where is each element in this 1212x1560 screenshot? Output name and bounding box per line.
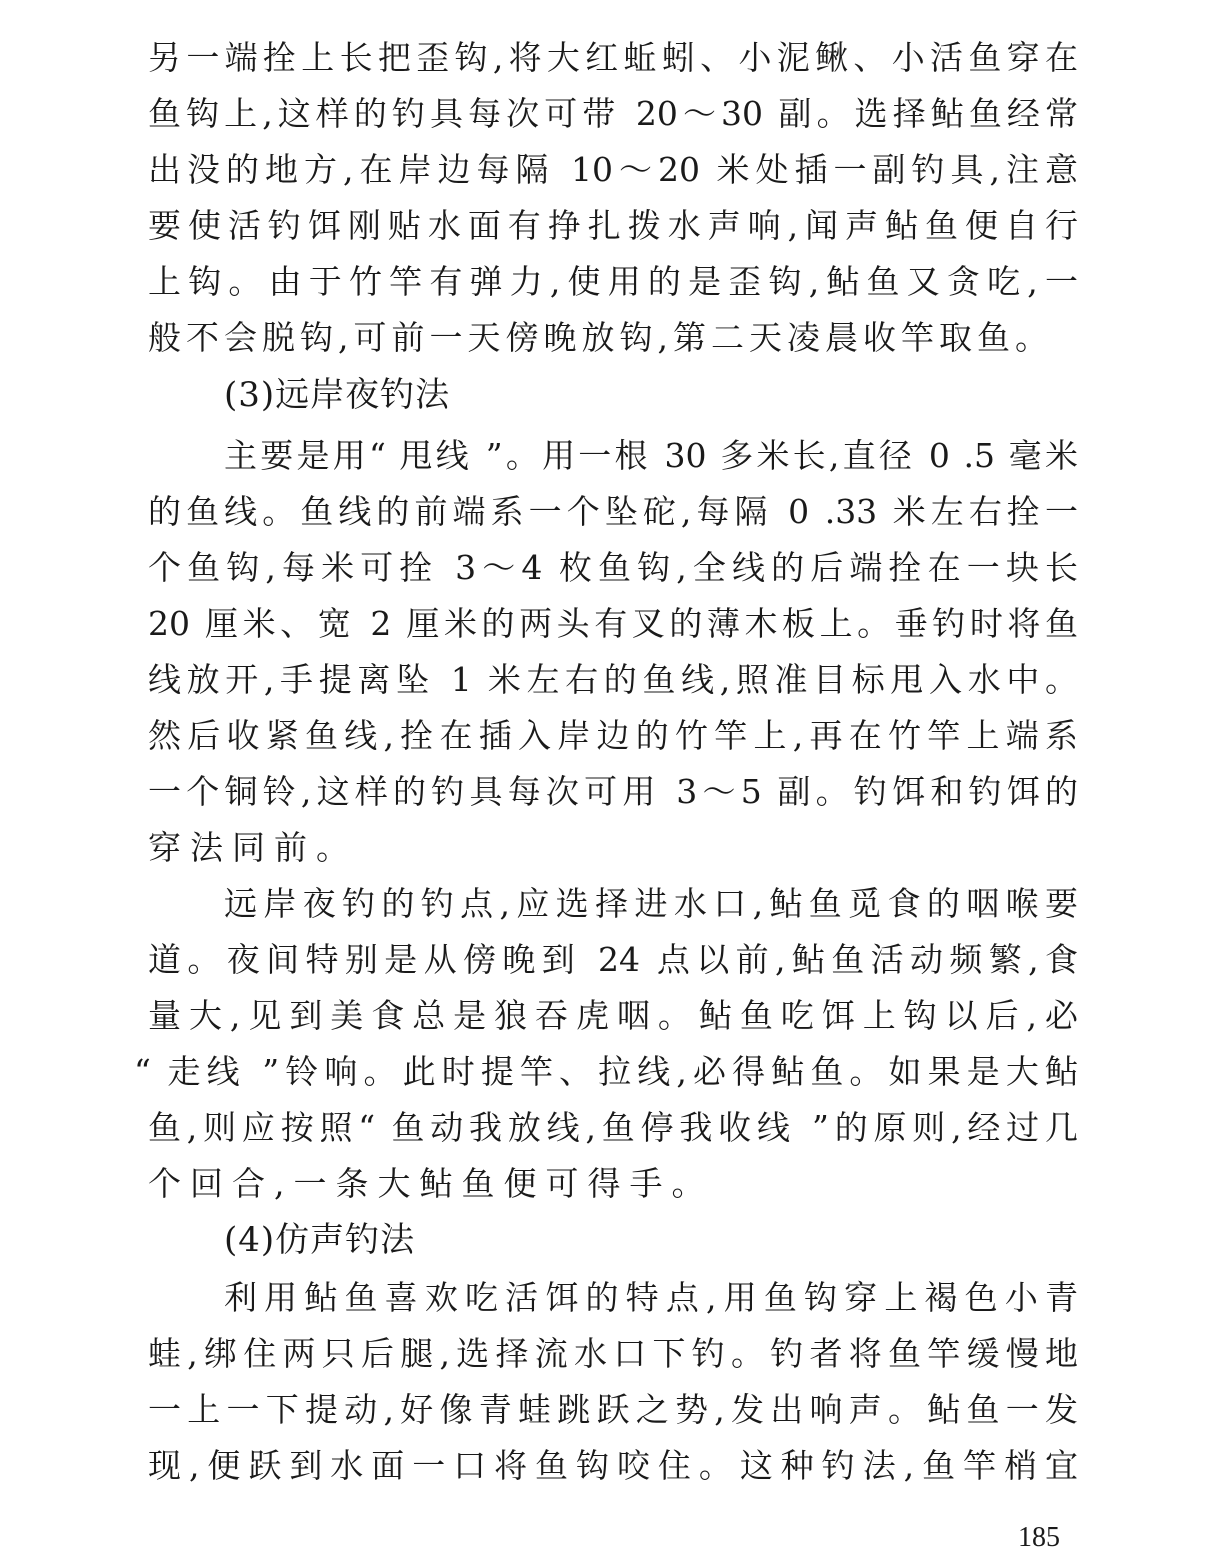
text-line: 般不会脱钩,可前一天傍晚放钩,第二天凌晨收竿取鱼。 [148, 318, 1053, 357]
text-line: 远岸夜钓的钓点,应选择进水口,鲇鱼觅食的咽喉要 [224, 884, 1078, 923]
text-line: “ 走线 ”铃响。此时提竿、拉线,必得鲇鱼。如果是大鲇 [134, 1052, 1078, 1091]
section-heading: (3)远岸夜钓法 [224, 375, 451, 415]
text-line: 利用鲇鱼喜欢吃活饵的特点,用鱼钩穿上褐色小青 [224, 1278, 1078, 1317]
section-heading: (4)仿声钓法 [224, 1220, 416, 1260]
text-line: 个回合,一条大鲇鱼便可得手。 [148, 1164, 714, 1203]
text-line: 要使活钓饵刚贴水面有挣扎拨水声响,闻声鲇鱼便自行 [148, 206, 1078, 245]
text-line: 另一端拴上长把歪钩,将大红蚯蚓、小泥鳅、小活鱼穿在 [148, 38, 1078, 77]
text-line: 鱼,则应按照“ 鱼动我放线,鱼停我收线 ”的原则,经过几 [148, 1108, 1078, 1147]
text-line: 穿法同前。 [148, 828, 358, 867]
text-line: 蛙,绑住两只后腿,选择流水口下钓。钓者将鱼竿缓慢地 [148, 1334, 1078, 1373]
text-line: 的鱼线。鱼线的前端系一个坠砣,每隔 0 .33 米左右拴一 [148, 492, 1078, 531]
text-line: 线放开,手提离坠 1 米左右的鱼线,照准目标甩入水中。 [148, 660, 1078, 699]
text-line: 个鱼钩,每米可拴 3～4 枚鱼钩,全线的后端拴在一块长 [148, 548, 1078, 587]
page-number: 185 [1018, 1522, 1060, 1553]
text-line: 一个铜铃,这样的钓具每次可用 3～5 副。钓饵和钓饵的 [148, 772, 1078, 811]
text-line: 20 厘米、宽 2 厘米的两头有叉的薄木板上。垂钓时将鱼 [148, 604, 1078, 643]
text-line: 出没的地方,在岸边每隔 10～20 米处插一副钓具,注意 [148, 150, 1078, 189]
text-line: 然后收紧鱼线,拴在插入岸边的竹竿上,再在竹竿上端系 [148, 716, 1078, 755]
text-line: 上钩。由于竹竿有弹力,使用的是歪钩,鲇鱼又贪吃,一 [148, 262, 1078, 301]
text-line: 现,便跃到水面一口将鱼钩咬住。这种钓法,鱼竿梢宜 [148, 1446, 1078, 1485]
text-line: 道。夜间特别是从傍晚到 24 点以前,鲇鱼活动频繁,食 [148, 940, 1078, 979]
text-line: 一上一下提动,好像青蛙跳跃之势,发出响声。鲇鱼一发 [148, 1390, 1078, 1429]
text-line: 鱼钩上,这样的钓具每次可带 20～30 副。选择鲇鱼经常 [148, 94, 1078, 133]
text-line: 量大,见到美食总是狼吞虎咽。鲇鱼吃饵上钩以后,必 [148, 996, 1078, 1035]
text-line: 主要是用“ 甩线 ”。用一根 30 多米长,直径 0 .5 毫米 [224, 436, 1078, 475]
